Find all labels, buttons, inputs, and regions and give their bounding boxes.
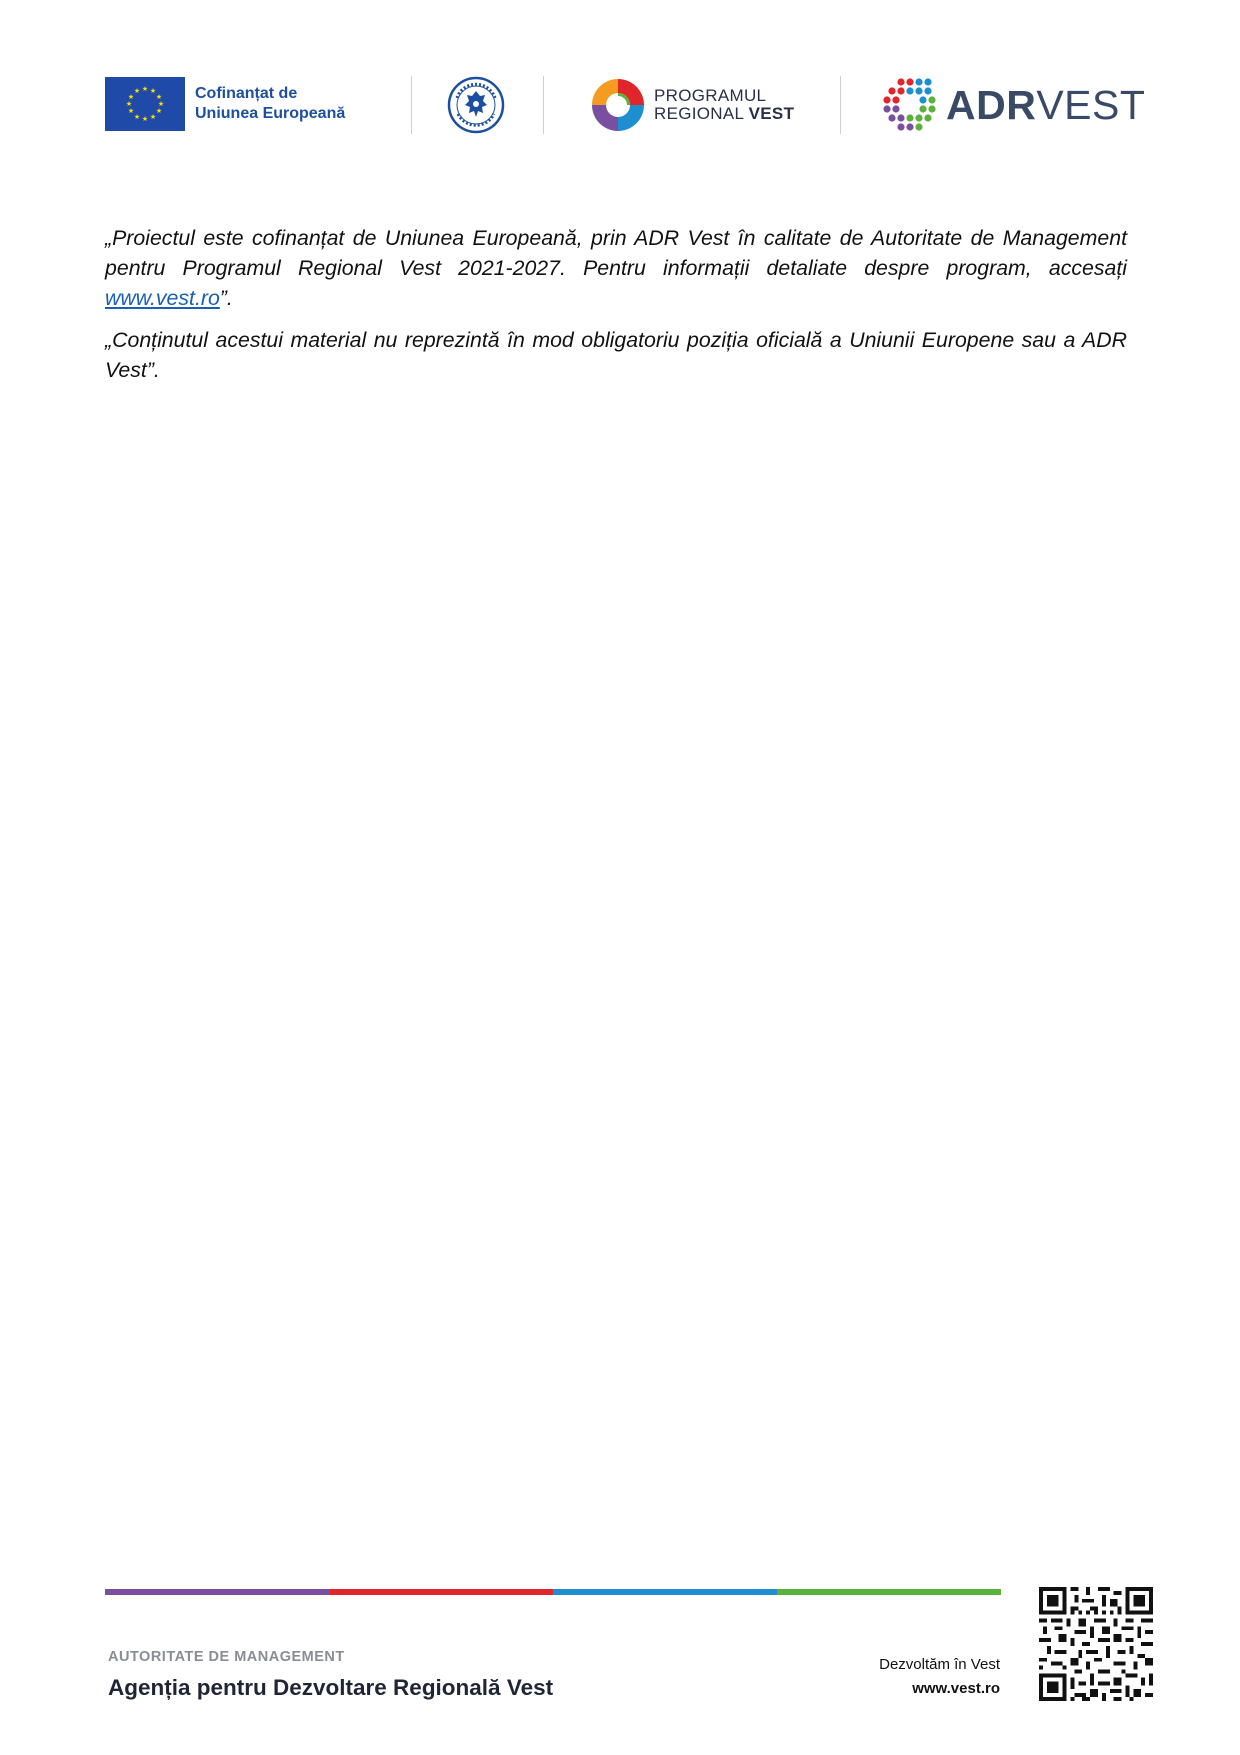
color-bar-red [329, 1589, 553, 1595]
adr-logo-vest: VEST [1036, 82, 1146, 128]
svg-text:★: ★ [127, 93, 135, 101]
program-logo-regional: REGIONAL [654, 104, 749, 123]
logo-divider [543, 76, 544, 134]
agency-name: Agenția pentru Dezvoltare Regională Vest [108, 1675, 554, 1700]
svg-text:★: ★ [127, 107, 135, 115]
svg-text:★: ★ [133, 87, 141, 95]
vest-website-link[interactable]: www.vest.ro [105, 286, 220, 310]
program-logo-vest: VEST [748, 104, 795, 123]
svg-text:★: ★ [149, 113, 157, 121]
svg-text:★: ★ [155, 107, 163, 115]
program-regional-vest-logo [590, 77, 794, 133]
program-regional-vest-swirl-icon [590, 77, 646, 133]
document-body [105, 223, 1127, 397]
color-bar-blue [553, 1589, 777, 1595]
svg-text:★: ★ [155, 93, 163, 101]
adr-logo-adr: ADR [946, 82, 1037, 128]
footer-slogan: Dezvoltăm în Vest [879, 1656, 1000, 1673]
svg-text:★: ★ [141, 85, 149, 93]
header-logos [105, 72, 1146, 136]
program-logo-line1: PROGRAMUL [654, 86, 767, 105]
eu-logo-line1: Cofinanțat de [195, 85, 298, 102]
color-bar-purple [105, 1589, 329, 1595]
color-bar-green [777, 1589, 1001, 1595]
eu-flag-icon [105, 77, 185, 131]
cofinancing-text-end: ”. [219, 286, 233, 310]
eu-logo-text [195, 84, 345, 124]
adr-logo-text [946, 83, 1145, 127]
eu-logo-line2: Uniunea Europeană [195, 105, 346, 122]
svg-text:★: ★ [133, 113, 141, 121]
program-logo-text [654, 87, 794, 123]
logo-divider [411, 76, 412, 134]
svg-text:★: ★ [149, 87, 157, 95]
footer-authority [108, 1648, 553, 1702]
logo-divider [840, 76, 841, 134]
cofinancing-text: „Proiectul este cofinanțat de Uniunea Europeană, prin ADR Vest în calitate de Autoritate de Management pentru Programul Regional Vest 2021-2027. Pentru informații detaliate despre program, accesați [105, 226, 1127, 280]
adr-vest-dots-icon [882, 77, 936, 133]
guvernul-romaniei-seal-icon [447, 76, 505, 139]
qr-code-icon [1039, 1587, 1153, 1701]
eu-cofinancing-logo [105, 77, 345, 131]
cofinancing-statement [105, 223, 1127, 313]
footer-contact [879, 1653, 1000, 1701]
disclaimer-statement: „Conținutul acestui material nu reprezintă în mod obligatoriu poziția oficială a Uniunii Europene sau a ADR Vest”. [105, 328, 1127, 382]
program-logo-line2 [654, 105, 794, 123]
adr-vest-logo [882, 76, 1145, 134]
svg-text:★: ★ [141, 115, 149, 123]
svg-text:★: ★ [157, 100, 165, 108]
svg-text:★: ★ [125, 100, 133, 108]
footer-color-bar [105, 1589, 1001, 1595]
footer-website[interactable]: www.vest.ro [912, 1680, 1000, 1697]
authority-label: AUTORITATE DE MANAGEMENT [108, 1649, 345, 1665]
